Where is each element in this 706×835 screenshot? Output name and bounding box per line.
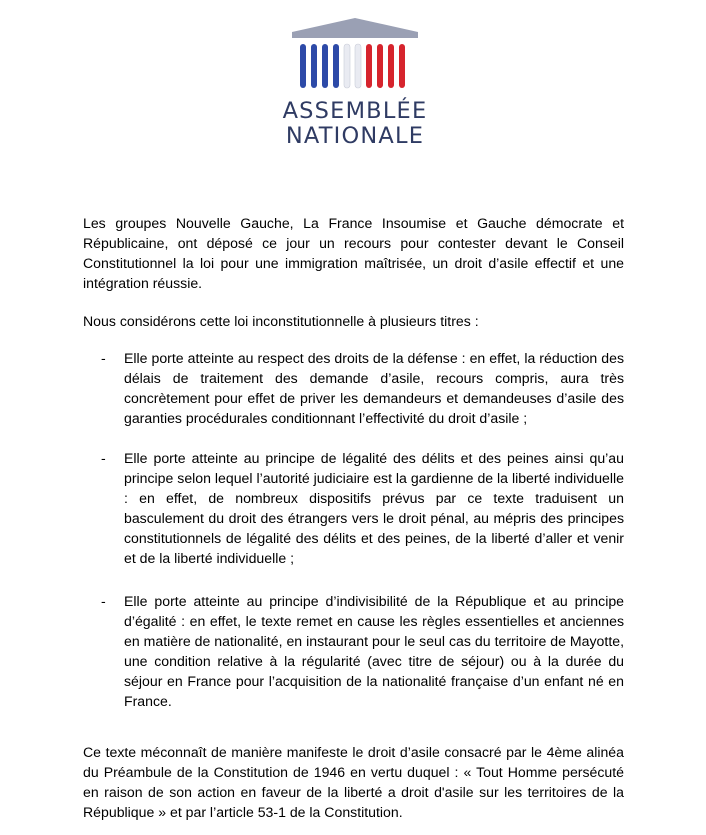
bullet-text: Elle porte atteinte au respect des droits de la défense : en effet, la réduction des délais de traitement des demande d’asile, recours compris, aura très concrètement pour effet de priver les demandeurs et demandeuses d’asile des garanties procédurales conditionnant l’effectivité du droit d’asile ; (124, 350, 624, 426)
lead-paragraph: Nous considérons cette loi inconstitutionnelle à plusieurs titres : (83, 313, 479, 329)
bullet-text: Elle porte atteinte au principe d’indivisibilité de la République et au principe d’égalité : en effet, le texte remet en cause les règles essentielles et anciennes en matière de nationalité, en instaurant pour le seul cas du territoire de Mayotte, une condition relative à la régularité (avec titre de séjour) ou à la durée du séjour en France pour l’acquisition de la nationalité française d’un enfant né en France. (124, 593, 624, 709)
logo-text-assemblee: ASSEMBLÉE (282, 98, 428, 124)
logo-text-nationale: NATIONALE (285, 123, 425, 149)
intro-paragraph: Les groupes Nouvelle Gauche, La France Insoumise et Gauche démocrate et Républicaine, ont déposé ce jour un recours pour contester devant le Conseil Constitutionnel la loi pour une immigration maîtrisée, un droit d’asile effectif et une intégration réussie. (83, 215, 624, 291)
assemblee-nationale-logo (270, 14, 440, 154)
bullet-marker: - (101, 450, 106, 466)
bullet-marker: - (101, 593, 106, 609)
bullet-text: Elle porte atteinte au principe de légalité des délits et des peines ainsi qu’au principe selon lequel l’autorité judiciaire est la gardienne de la liberté individuelle : en effet, de nombreux dispositifs prévus par ce texte traduisent un basculement du droit des étrangers vers le droit pénal, au mépris des principes constitutionnels de légalité des délits et des peines, de la liberté d’aller et venir et de la liberté individuelle ; (124, 450, 624, 566)
bullet-marker: - (101, 350, 106, 366)
closing-paragraph: Ce texte méconnaît de manière manifeste le droit d’asile consacré par le 4ème alinéa du Préambule de la Constitution de 1946 en vertu duquel : « Tout Homme persécuté en raison de son action en faveur de la liberté a droit d'asile sur les territoires de la République » et par l’article 53-1 de la Constitution. (83, 744, 624, 820)
hemicycle-emblem-icon (288, 14, 422, 94)
